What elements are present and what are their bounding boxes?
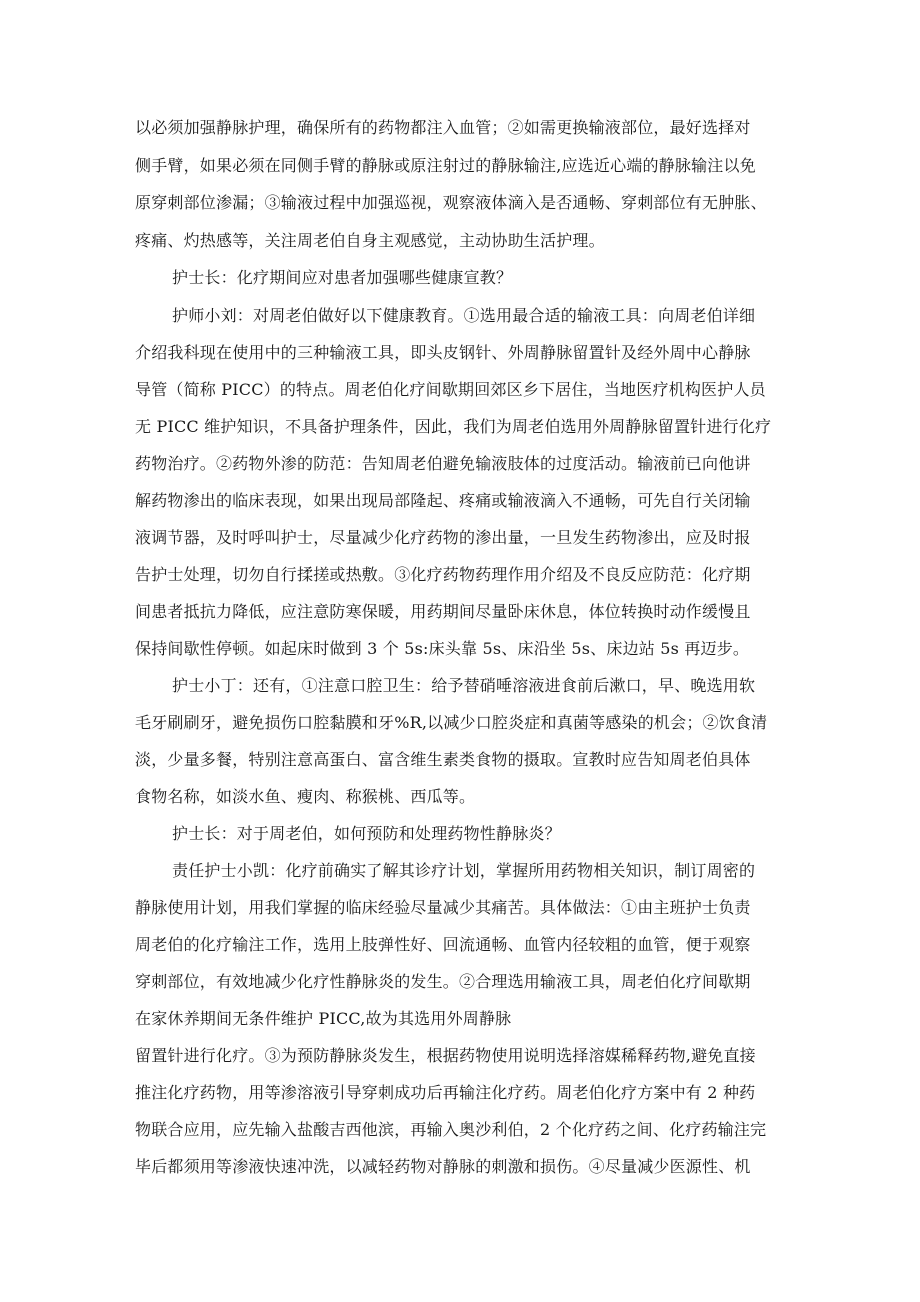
text-line: 周老伯的化疗输注工作，选用上肢弹性好、回流通畅、血管内径较粗的血管，便于观察 [135,935,751,954]
text-line: 液调节器，及时呼叫护士，尽量减少化疗药物的渗出量，一旦发生药物渗出，应及时报 [135,528,751,547]
text-line: 无 PICC 维护知识，不具备护理条件，因此，我们为周老伯选用外周静脉留置针进行化疗 [135,417,772,436]
text-line: 保持间歇性停顿。如起床时做到 3 个 5s:床头靠 5s、床沿坐 5s、床边站 5s 再迈步。 [135,639,750,658]
paragraph-line: 责任护士小凯：化疗前确实了解其诊疗计划，掌握所用药物相关知识，制订周密的 [172,861,756,880]
text-line: 物联合应用，应先输入盐酸吉西他滨，再输入奥沙利伯，2 个化疗药之间、化疗药输注完 [135,1120,767,1139]
text-line: 告护士处理，切勿自行揉搓或热敷。③化疗药物药理作用介绍及不良反应防范：化疗期 [135,565,751,584]
paragraph-line: 护士长：化疗期间应对患者加强哪些健康宣教？ [172,268,513,287]
text-line: 解药物渗出的临床表现，如果出现局部隆起、疼痛或输液滴入不通畅，可先自行关闭输 [135,491,751,510]
text-line: 穿刺部位，有效地减少化疗性静脉炎的发生。②合理选用输液工具，周老伯化疗间歇期 [135,972,751,991]
text-line: 毛牙刷刷牙，避免损伤口腔黏膜和牙%R,以减少口腔炎症和真菌等感染的机会；②饮食清 [135,713,768,732]
text-line: 介绍我科现在使用中的三种输液工具，即头皮钢针、外周静脉留置针及经外周中心静脉 [135,343,751,362]
text-line: 疼痛、灼热感等，关注周老伯自身主观感觉，主动协助生活护理。 [135,231,605,250]
text-line: 药物治疗。②药物外渗的防范：告知周老伯避免输液肢体的过度活动。输液前已向他讲 [135,454,751,473]
paragraph-line: 护士长：对于周老伯，如何预防和处理药物性静脉炎？ [172,824,561,843]
text-line: 毕后都须用等渗液快速冲洗，以减轻药物对静脉的刺激和损伤。④尽量减少医源性、机 [135,1157,751,1176]
text-line: 淡，少量多餐，特别注意高蛋白、富含维生素类食物的摄取。宣教时应告知周老伯具体 [135,750,751,769]
text-line: 在家休养期间无条件维护 PICC,故为其选用外周静脉 [135,1009,512,1028]
text-line: 留置针进行化疗。③为预防静脉炎发生，根据药物使用说明选择溶媒稀释药物,避免直接 [135,1046,756,1065]
text-line: 食物名称，如淡水鱼、瘦肉、称猴桃、西瓜等。 [135,787,476,806]
paragraph-line: 护士小丁：还有，①注意口腔卫生：给予替硝唾溶液进食前后漱口，早、晚选用软 [172,676,756,695]
text-line: 侧手臂，如果必须在同侧手臂的静脉或原注射过的静脉输注,应选近心端的静脉输注以免 [135,156,756,175]
text-line: 导管（简称 PICC）的特点。周老伯化疗间歇期回郊区乡下居住，当地医疗机构医护人员 [135,380,766,399]
paragraph-line: 护师小刘：对周老伯做好以下健康教育。①选用最合适的输液工具：向周老伯详细 [172,306,756,325]
text-line: 静脉使用计划，用我们掌握的临床经验尽量减少其痛苦。具体做法：①由主班护士负责 [135,898,751,917]
text-line: 间患者抵抗力降低，应注意防寒保暖，用药期间尽量卧床休息，体位转换时动作缓慢且 [135,602,751,621]
text-line: 原穿刺部位渗漏；③输液过程中加强巡视，观察液体滴入是否通畅、穿刺部位有无肿胀、 [135,193,767,212]
text-line: 推注化疗药物，用等渗溶液引导穿刺成功后再输注化疗药。周老伯化疗方案中有 2 种药 [135,1083,756,1102]
text-line: 以必须加强静脉护理，确保所有的药物都注入血管；②如需更换输液部位，最好选择对 [135,118,751,137]
